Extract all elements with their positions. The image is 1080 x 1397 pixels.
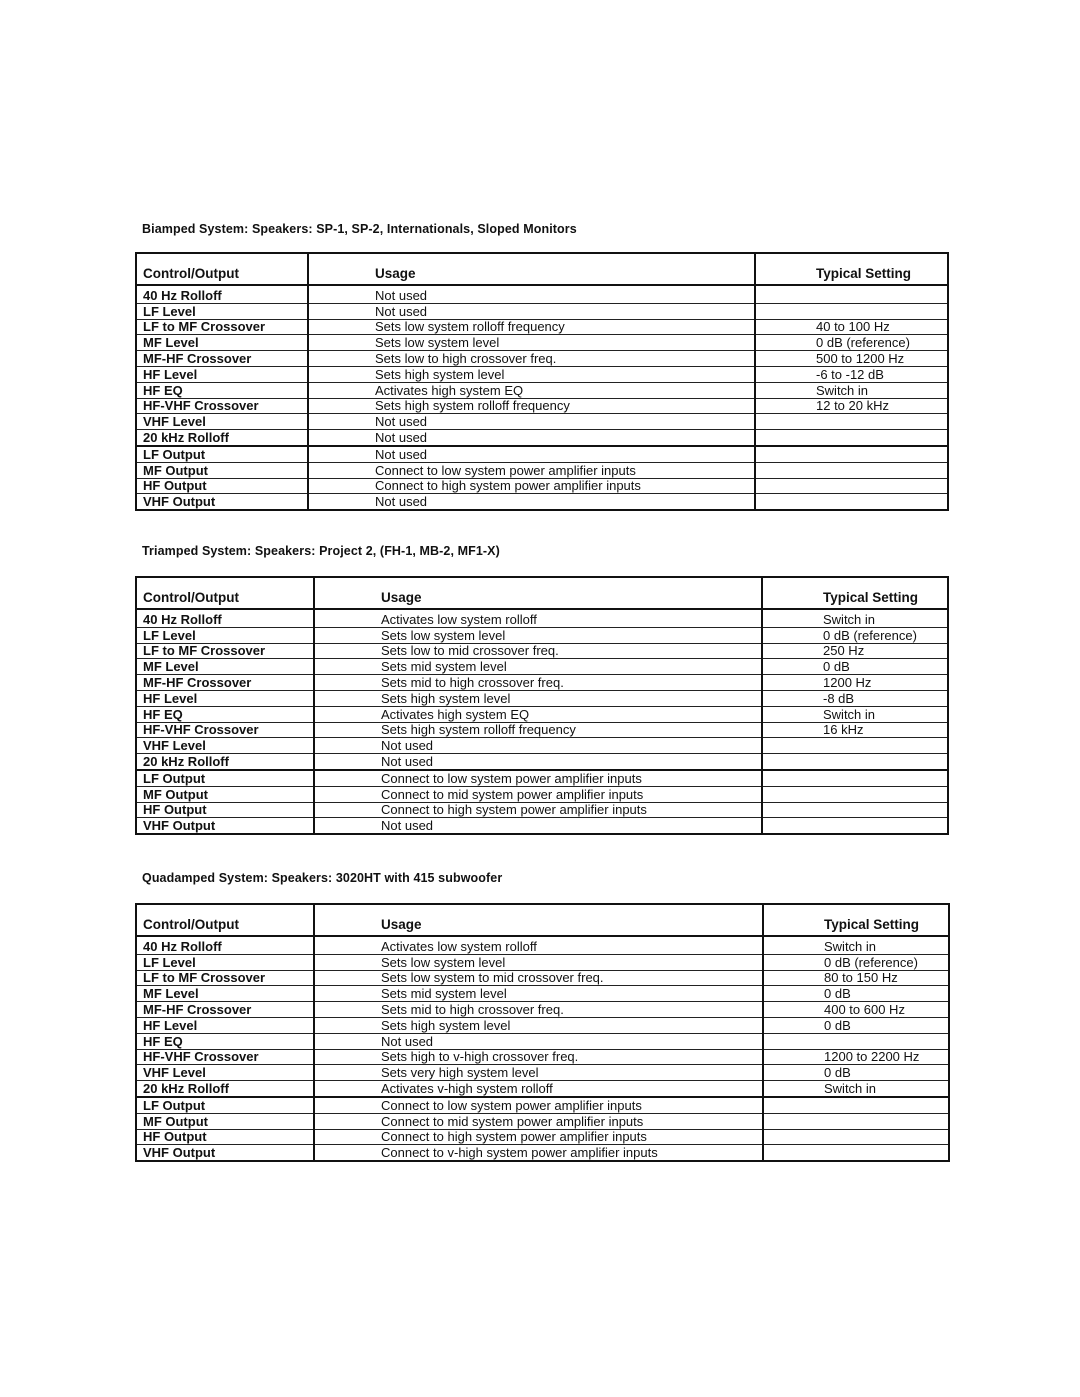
usage-text: Sets low system rolloff frequency: [308, 319, 755, 335]
control-name: VHF Level: [136, 1065, 314, 1081]
usage-text: Sets low to mid crossover freq.: [314, 643, 762, 659]
usage-text: Not used: [308, 303, 755, 319]
column-header-setting: Typical Setting: [762, 577, 948, 609]
triamped-section-title: Triamped System: Speakers: Project 2, (FH-1, MB-2, MF1-X): [142, 544, 500, 558]
usage-text: Sets mid system level: [314, 986, 763, 1002]
control-row: [136, 690, 948, 706]
control-name: HF-VHF Crossover: [136, 398, 308, 414]
control-name: MF Output: [136, 1113, 314, 1129]
usage-text: Activates high system EQ: [314, 706, 762, 722]
control-name: MF Output: [136, 786, 314, 802]
control-row: [136, 936, 949, 954]
typical-setting: [763, 1129, 949, 1145]
typical-setting: 0 dB (reference): [755, 335, 948, 351]
usage-text: Not used: [314, 1033, 763, 1049]
typical-setting: [755, 430, 948, 446]
typical-setting: 400 to 600 Hz: [763, 1002, 949, 1018]
control-name: HF Output: [136, 478, 308, 494]
typical-setting: 0 dB: [762, 659, 948, 675]
control-name: MF-HF Crossover: [136, 351, 308, 367]
usage-text: Sets low system to mid crossover freq.: [314, 970, 763, 986]
control-row: [136, 366, 948, 382]
typical-setting: [755, 494, 948, 510]
control-row: [136, 382, 948, 398]
control-row: [136, 398, 948, 414]
control-row: [136, 643, 948, 659]
control-name: 40 Hz Rolloff: [136, 609, 314, 627]
control-row: [136, 659, 948, 675]
usage-text: Sets mid system level: [314, 659, 762, 675]
usage-text: Sets high system level: [314, 1017, 763, 1033]
column-header-setting: Typical Setting: [763, 904, 949, 936]
typical-setting: Switch in: [763, 1081, 949, 1097]
typical-setting: Switch in: [763, 936, 949, 954]
typical-setting: 16 kHz: [762, 722, 948, 738]
usage-text: Sets low system level: [314, 954, 763, 970]
typical-setting: [763, 1113, 949, 1129]
typical-setting: 0 dB (reference): [762, 627, 948, 643]
usage-text: Connect to v-high system power amplifier inputs: [314, 1145, 763, 1161]
output-row: [136, 1129, 949, 1145]
control-row: [136, 986, 949, 1002]
typical-setting: 0 dB (reference): [763, 954, 949, 970]
usage-text: Connect to high system power amplifier inputs: [308, 478, 755, 494]
control-row: [136, 609, 948, 627]
typical-setting: -8 dB: [762, 690, 948, 706]
usage-text: Sets very high system level: [314, 1065, 763, 1081]
quadamped-section-title: Quadamped System: Speakers: 3020HT with 415 subwoofer: [142, 871, 503, 885]
usage-text: Activates v-high system rolloff: [314, 1081, 763, 1097]
usage-text: Connect to high system power amplifier inputs: [314, 1129, 763, 1145]
control-name: HF Output: [136, 802, 314, 818]
column-header-control: Control/Output: [136, 577, 314, 609]
control-name: 40 Hz Rolloff: [136, 936, 314, 954]
control-row: [136, 722, 948, 738]
control-name: HF Level: [136, 1017, 314, 1033]
control-name: HF Level: [136, 366, 308, 382]
typical-setting: [755, 478, 948, 494]
typical-setting: [762, 770, 948, 786]
control-row: [136, 303, 948, 319]
control-name: VHF Output: [136, 818, 314, 834]
control-name: HF-VHF Crossover: [136, 1049, 314, 1065]
typical-setting: 0 dB: [763, 986, 949, 1002]
control-name: MF-HF Crossover: [136, 675, 314, 691]
typical-setting: 0 dB: [763, 1017, 949, 1033]
usage-text: Sets mid to high crossover freq.: [314, 1002, 763, 1018]
usage-text: Connect to low system power amplifier inputs: [314, 1097, 763, 1113]
usage-text: Sets low to high crossover freq.: [308, 351, 755, 367]
typical-setting: 12 to 20 kHz: [755, 398, 948, 414]
control-row: [136, 1081, 949, 1097]
typical-setting: Switch in: [762, 609, 948, 627]
column-header-control: Control/Output: [136, 904, 314, 936]
column-header-usage: Usage: [314, 577, 762, 609]
control-row: [136, 954, 949, 970]
control-row: [136, 754, 948, 770]
usage-text: Sets low system level: [308, 335, 755, 351]
control-row: [136, 627, 948, 643]
control-name: LF Level: [136, 954, 314, 970]
control-row: [136, 1049, 949, 1065]
output-row: [136, 1145, 949, 1161]
typical-setting: [762, 786, 948, 802]
output-row: [136, 786, 948, 802]
control-name: VHF Output: [136, 494, 308, 510]
control-row: [136, 1017, 949, 1033]
typical-setting: -6 to -12 dB: [755, 366, 948, 382]
control-name: 20 kHz Rolloff: [136, 430, 308, 446]
typical-setting: [763, 1033, 949, 1049]
control-name: LF to MF Crossover: [136, 319, 308, 335]
control-name: 40 Hz Rolloff: [136, 285, 308, 303]
control-name: VHF Level: [136, 738, 314, 754]
control-row: [136, 430, 948, 446]
output-row: [136, 478, 948, 494]
control-name: LF Level: [136, 303, 308, 319]
typical-setting: 80 to 150 Hz: [763, 970, 949, 986]
typical-setting: [762, 754, 948, 770]
control-name: MF Level: [136, 986, 314, 1002]
control-name: 20 kHz Rolloff: [136, 754, 314, 770]
control-name: LF to MF Crossover: [136, 643, 314, 659]
control-row: [136, 414, 948, 430]
biamped-section-title: Biamped System: Speakers: SP-1, SP-2, Internationals, Sloped Monitors: [142, 222, 577, 236]
typical-setting: [755, 303, 948, 319]
quadamped-table: [135, 903, 950, 1162]
control-name: LF Output: [136, 770, 314, 786]
usage-text: Not used: [308, 430, 755, 446]
typical-setting: [762, 802, 948, 818]
typical-setting: [755, 446, 948, 462]
usage-text: Activates low system rolloff: [314, 936, 763, 954]
control-name: HF Level: [136, 690, 314, 706]
typical-setting: 1200 to 2200 Hz: [763, 1049, 949, 1065]
output-row: [136, 818, 948, 834]
control-row: [136, 1002, 949, 1018]
control-row: [136, 706, 948, 722]
typical-setting: 40 to 100 Hz: [755, 319, 948, 335]
control-row: [136, 351, 948, 367]
header-row: [136, 904, 949, 936]
triamped-table: [135, 576, 949, 835]
usage-text: Sets high system level: [314, 690, 762, 706]
biamped-table: [135, 252, 949, 511]
control-row: [136, 285, 948, 303]
usage-text: Connect to mid system power amplifier inputs: [314, 1113, 763, 1129]
usage-text: Not used: [308, 494, 755, 510]
column-header-usage: Usage: [308, 253, 755, 285]
typical-setting: Switch in: [762, 706, 948, 722]
typical-setting: [755, 285, 948, 303]
control-name: HF EQ: [136, 706, 314, 722]
control-row: [136, 738, 948, 754]
usage-text: Sets mid to high crossover freq.: [314, 675, 762, 691]
usage-text: Not used: [308, 446, 755, 462]
header-row: [136, 577, 948, 609]
control-name: LF to MF Crossover: [136, 970, 314, 986]
usage-text: Sets high to v-high crossover freq.: [314, 1049, 763, 1065]
usage-text: Activates high system EQ: [308, 382, 755, 398]
control-row: [136, 335, 948, 351]
output-row: [136, 770, 948, 786]
typical-setting: 500 to 1200 Hz: [755, 351, 948, 367]
control-name: LF Output: [136, 446, 308, 462]
control-name: MF-HF Crossover: [136, 1002, 314, 1018]
control-name: HF Output: [136, 1129, 314, 1145]
control-name: MF Level: [136, 659, 314, 675]
typical-setting: 1200 Hz: [762, 675, 948, 691]
control-name: VHF Level: [136, 414, 308, 430]
usage-text: Not used: [314, 818, 762, 834]
column-header-setting: Typical Setting: [755, 253, 948, 285]
control-name: HF EQ: [136, 1033, 314, 1049]
control-row: [136, 1033, 949, 1049]
output-row: [136, 1097, 949, 1113]
usage-text: Connect to low system power amplifier inputs: [314, 770, 762, 786]
usage-text: Sets high system level: [308, 366, 755, 382]
control-name: LF Output: [136, 1097, 314, 1113]
column-header-usage: Usage: [314, 904, 763, 936]
column-header-control: Control/Output: [136, 253, 308, 285]
control-name: LF Level: [136, 627, 314, 643]
typical-setting: [763, 1145, 949, 1161]
output-row: [136, 446, 948, 462]
output-row: [136, 1113, 949, 1129]
usage-text: Activates low system rolloff: [314, 609, 762, 627]
output-row: [136, 802, 948, 818]
control-row: [136, 675, 948, 691]
usage-text: Not used: [308, 285, 755, 303]
typical-setting: [763, 1097, 949, 1113]
usage-text: Sets high system rolloff frequency: [308, 398, 755, 414]
typical-setting: 250 Hz: [762, 643, 948, 659]
typical-setting: [762, 818, 948, 834]
typical-setting: [755, 462, 948, 478]
control-name: 20 kHz Rolloff: [136, 1081, 314, 1097]
usage-text: Not used: [314, 738, 762, 754]
control-name: MF Output: [136, 462, 308, 478]
control-name: HF-VHF Crossover: [136, 722, 314, 738]
control-row: [136, 319, 948, 335]
usage-text: Sets low system level: [314, 627, 762, 643]
usage-text: Connect to high system power amplifier inputs: [314, 802, 762, 818]
output-row: [136, 462, 948, 478]
usage-text: Connect to low system power amplifier inputs: [308, 462, 755, 478]
control-name: MF Level: [136, 335, 308, 351]
header-row: [136, 253, 948, 285]
usage-text: Not used: [314, 754, 762, 770]
typical-setting: [762, 738, 948, 754]
output-row: [136, 494, 948, 510]
typical-setting: Switch in: [755, 382, 948, 398]
typical-setting: [755, 414, 948, 430]
typical-setting: 0 dB: [763, 1065, 949, 1081]
control-row: [136, 970, 949, 986]
control-row: [136, 1065, 949, 1081]
usage-text: Connect to mid system power amplifier inputs: [314, 786, 762, 802]
control-name: VHF Output: [136, 1145, 314, 1161]
usage-text: Sets high system rolloff frequency: [314, 722, 762, 738]
usage-text: Not used: [308, 414, 755, 430]
control-name: HF EQ: [136, 382, 308, 398]
